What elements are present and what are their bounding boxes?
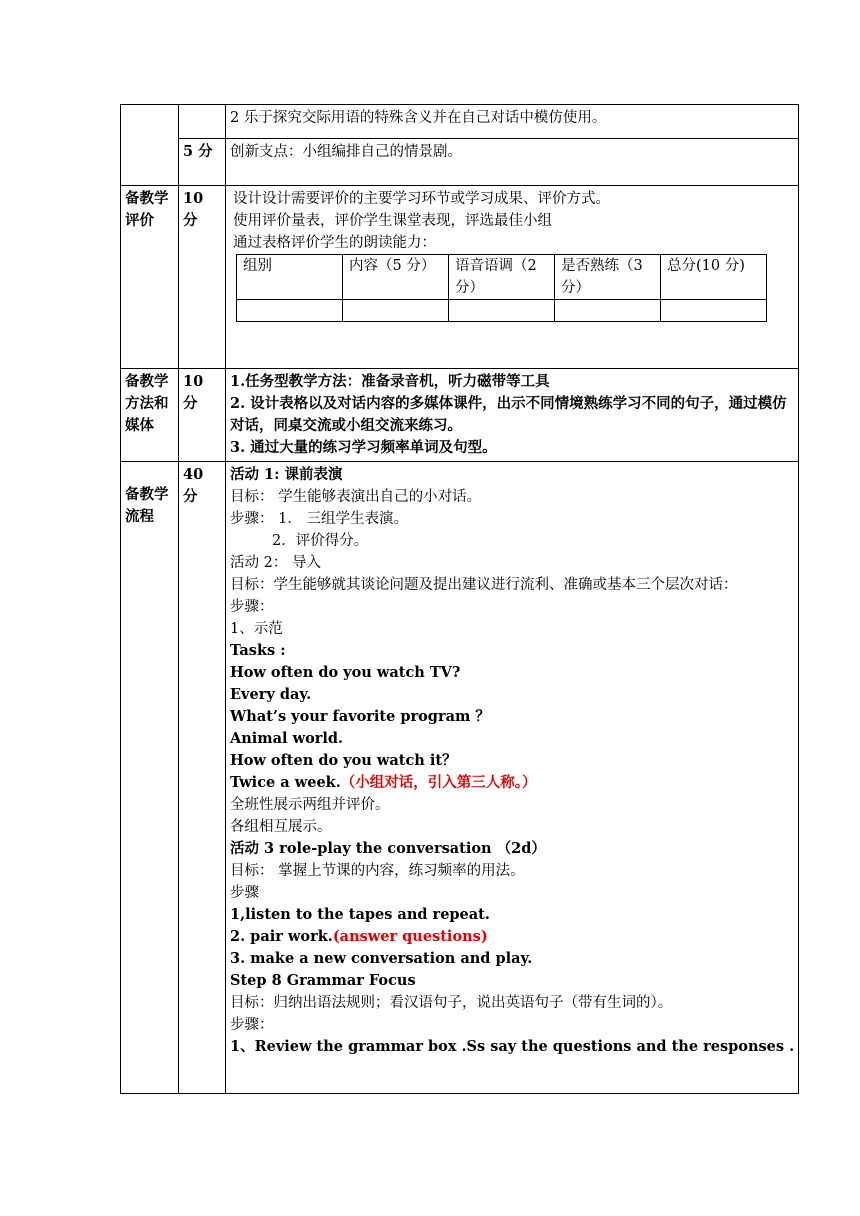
rating-cell: [661, 300, 767, 322]
step-8-steps: 步骤：: [230, 1017, 274, 1033]
rating-cell: [343, 300, 449, 322]
process-label: 备教学流程: [121, 462, 179, 1094]
activity-3-step-3: 3. make a new conversation and play.: [230, 950, 533, 967]
innovation-text: [226, 139, 799, 186]
lesson-plan-table: [120, 104, 799, 1094]
goal-line-2: 2 乐于探究交际用语的特殊含义并在自己对话中模仿使用。: [230, 110, 607, 126]
group-show: 各组相互展示。: [230, 819, 332, 835]
rating-cell: [449, 300, 555, 322]
empty-time-cell: [179, 105, 226, 139]
evaluation-time: 10 分: [179, 186, 226, 369]
activity-1-goal: 目标： 学生能够表演出自己的小对话。: [230, 489, 482, 505]
dialog-question-3: How often do you watch it？: [230, 752, 457, 769]
dialog-answer-3-note: （小组对话，引入第三人称。）: [340, 774, 537, 791]
method-label: 备教学方法和媒体: [121, 369, 179, 462]
dialog-question-1: How often do you watch TV?: [230, 664, 461, 681]
goal-text: [226, 105, 799, 139]
step-8-item-1: 1、Review the grammar box .Ss say the questions and the responses .: [230, 1038, 795, 1055]
rating-cell: [237, 300, 343, 322]
dialog-answer-1: Every day.: [230, 686, 312, 703]
rating-header-pronunciation: 语音语调（2 分）: [449, 255, 555, 300]
method-line-2: 2. 设计表格以及对话内容的多媒体课件，出示不同情境熟练学习不同的句子，通过模仿对话，同桌交流或小组交流来练习。: [230, 395, 787, 434]
activity-3-step-2-note: (answer questions): [332, 928, 488, 945]
rating-cell: [555, 300, 661, 322]
method-time: 10 分: [179, 369, 226, 462]
innovation-line: 创新支点：小组编排自己的情景剧。: [230, 144, 462, 160]
dialog-answer-3-line: [230, 772, 794, 794]
innovation-time: 5 分: [179, 139, 226, 186]
process-time: 40 分: [179, 462, 226, 1094]
activity-2-steps: 步骤：: [230, 599, 274, 615]
evaluation-line-1: 设计设计需要评价的主要学习环节或学习成果、评价方式。: [233, 191, 610, 207]
activity-1-title: 活动 1: 课前表演: [230, 466, 343, 483]
rating-header-group: 组别: [237, 255, 343, 300]
activity-1-step-2: 2．评价得分。: [272, 533, 369, 549]
evaluation-line-2: 使用评价量表，评价学生课堂表现，评选最佳小组: [233, 213, 552, 229]
activity-3-title: 活动 3 role-play the conversation （2d）: [230, 840, 546, 857]
rating-header-total: 总分(10 分): [661, 255, 767, 300]
step-8-title: Step 8 Grammar Focus: [230, 972, 416, 989]
process-content: [226, 462, 799, 1094]
rating-header-fluency: 是否熟练（3 分）: [555, 255, 661, 300]
dialog-question-2: What’s your favorite program ？: [230, 708, 490, 725]
activity-3-goal: 目标： 掌握上节课的内容，练习频率的用法。: [230, 863, 525, 879]
dialog-answer-2: Animal world.: [230, 730, 344, 747]
activity-3-step-2: 2. pair work.: [230, 928, 333, 945]
activity-3-steps: 步骤: [230, 885, 259, 901]
evaluation-line-3: 通过表格评价学生的朗读能力：: [233, 235, 436, 251]
rating-header-content: 内容（5 分）: [343, 255, 449, 300]
activity-3-step-1: 1,listen to the tapes and repeat.: [230, 906, 490, 923]
rating-table: [236, 254, 767, 322]
activity-2-demo: 1、示范: [230, 621, 283, 637]
evaluation-label: 备教学评价: [121, 186, 179, 369]
dialog-answer-3: Twice a week.: [230, 774, 341, 791]
method-content: [226, 369, 799, 462]
activity-2-goal: 目标：学生能够就其谈论问题及提出建议进行流利、准确或基本三个层次对话：: [230, 577, 738, 593]
evaluation-content: [226, 186, 799, 369]
method-line-3: 3. 通过大量的练习学习频率单词及句型。: [230, 439, 497, 456]
tasks-label: Tasks :: [230, 642, 286, 659]
class-show: 全班性展示两组并评价。: [230, 797, 390, 813]
activity-2-title: 活动 2： 导入: [230, 555, 321, 571]
method-line-1: 1.任务型教学方法：准备录音机，听力磁带等工具: [230, 373, 550, 390]
step-8-goal: 目标：归纳出语法规则；看汉语句子，说出英语句子（带有生词的）。: [230, 995, 673, 1011]
empty-label-cell: [121, 105, 179, 186]
activity-3-step-2-line: [230, 926, 794, 948]
activity-1-step-1: 步骤： 1． 三组学生表演。: [230, 511, 408, 527]
